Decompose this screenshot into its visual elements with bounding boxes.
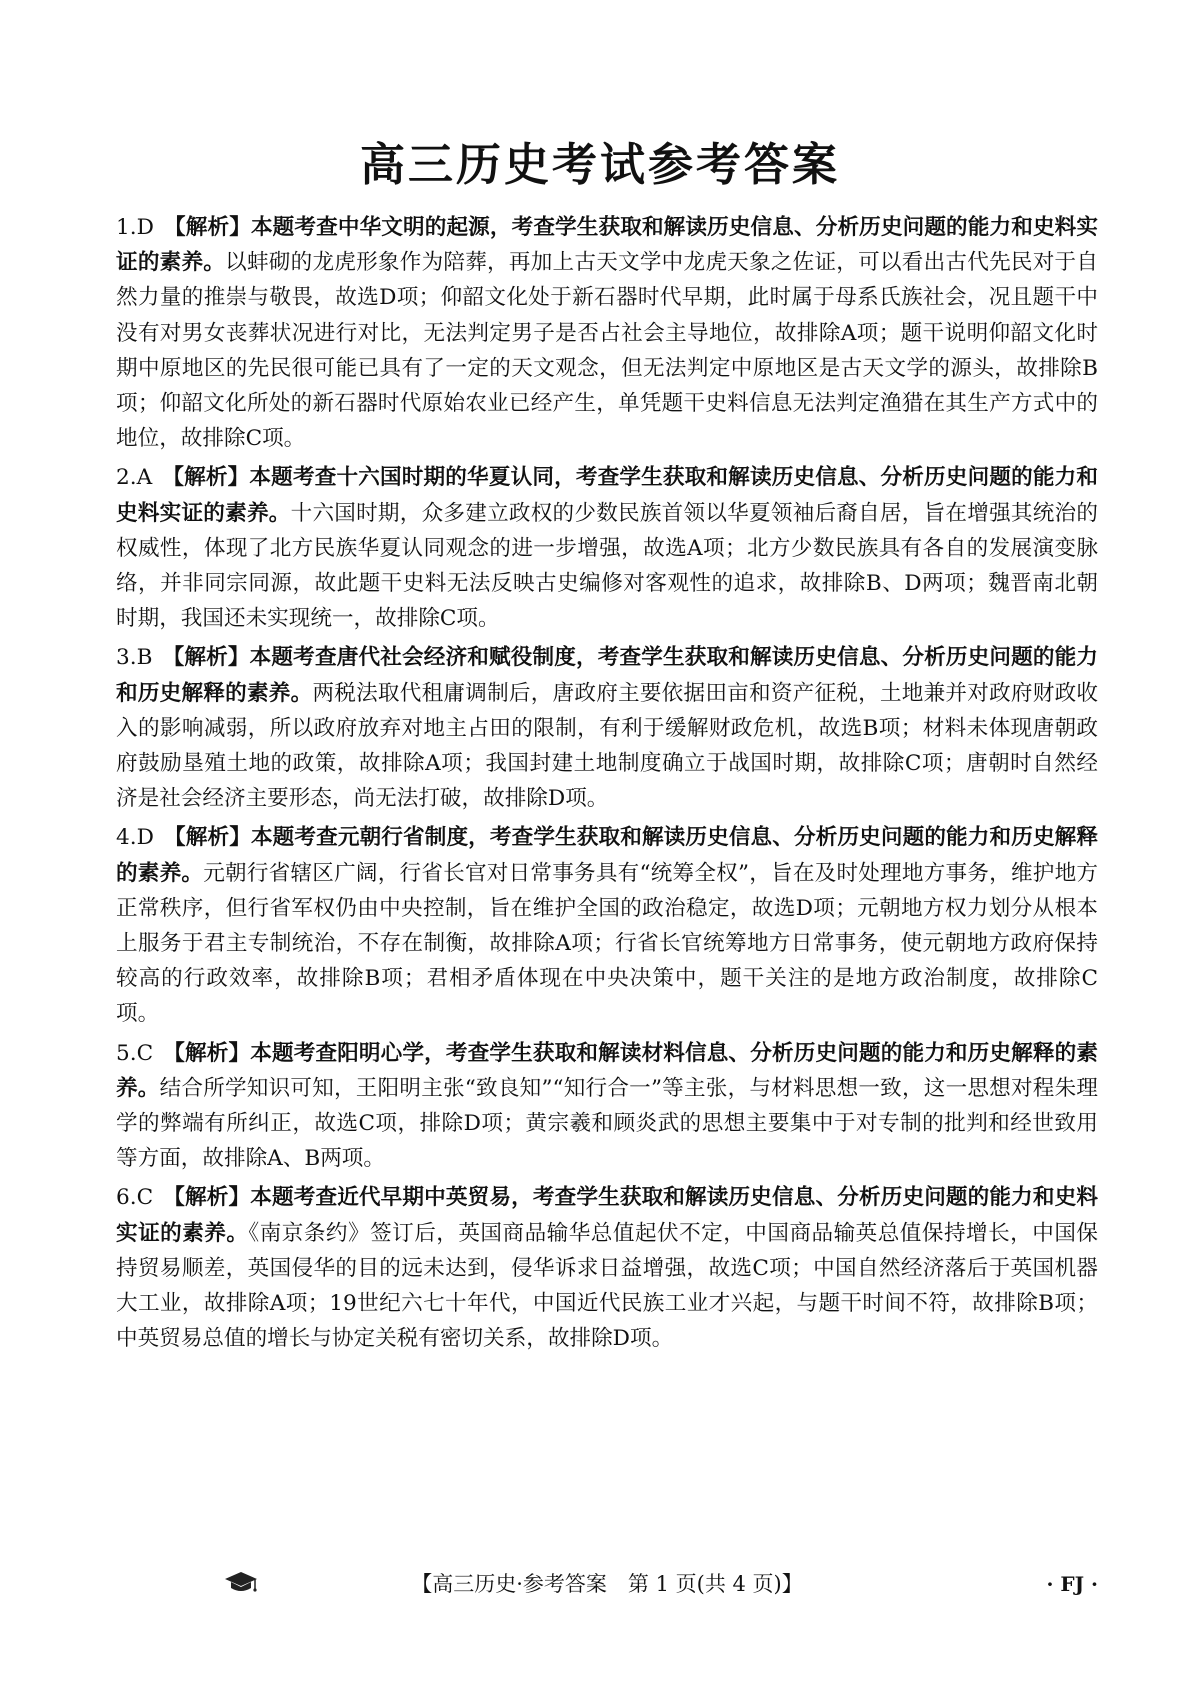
answer-item-2 [116,460,1098,636]
analysis-tag: 【解析】 [162,645,250,671]
analysis-tag: 【解析】 [163,1040,251,1066]
analysis-tag: 【解析】 [163,1185,251,1211]
answer-item-5 [116,1036,1098,1177]
analysis-tag: 【解析】 [163,215,251,240]
answer-item-1 [116,210,1098,456]
answer-body: 元朝行省辖区广阔，行省长官对日常事务具有“统筹全权”，旨在及时处理地方事务，维护地方正常秩序，但行省军权仍由中央控制，旨在维护全国的政治稳定，故选D项；元朝地方权力划分从根本上服务于君主专制统治，不存在制衡，故排除A项；行省长官统筹地方日常事务，使元朝地方政府保持较高的行政效率，故排除B项；君相矛盾体现在中央决策中，题干关注的是地方政治制度，故排除C项。 [116,860,1098,1027]
answer-body: 《南京条约》签订后，英国商品输华总值起伏不定，中国商品输英总值保持增长，中国保持贸易顺差，英国侵华的目的远未达到，侵华诉求日益增强，故选C项；中国自然经济落后于英国机器大工业，故排除A项；19世纪六七十年代，中国近代民族工业才兴起，与题干时间不符，故排除B项；中英贸易总值的增长与协定关税有密切关系，故排除D项。 [116,1220,1098,1352]
page-title: 高三历史考试参考答案 [359,138,840,191]
answer-body: 两税法取代租庸调制后，唐政府主要依据田亩和资产征税，土地兼并对政府财政收入的影响减弱，所以政府放弃对地主占田的限制，有利于缓解财政危机，故选B项；材料未体现唐朝政府鼓励垦殖土地的政策，故排除A项；我国封建土地制度确立于战国时期，故排除C项；唐朝时自然经济是社会经济主要形态，尚无法打破，故排除D项。 [116,680,1098,812]
analysis-tag: 【解析】 [162,465,250,491]
answer-body: 结合所学知识可知，王阳明主张“致良知”“知行合一”等主张，与材料思想一致，这一思想对程朱理学的弊端有所纠正，故选C项，排除D项；黄宗羲和顾炎武的思想主要集中于对专制的批判和经世致用等方面，故排除A、B两项。 [116,1075,1098,1172]
answer-item-3 [116,640,1098,816]
answer-lead: 本题考查十六国时期的华夏认同，考查学生获取和解读历史信息、分析历史问题的能力和史料实证的素养。 [116,465,1098,526]
answer-number: 2.A [116,465,153,491]
answer-lead: 本题考查近代早期中英贸易，考查学生获取和解读历史信息、分析历史问题的能力和史料实证的素养。 [116,1185,1098,1246]
answer-lead: 本题考查中华文明的起源，考查学生获取和解读历史信息、分析历史问题的能力和史料实证的素养。 [116,215,1098,276]
answer-item-4 [116,820,1098,1031]
analysis-tag: 【解析】 [163,825,251,851]
answer-item-6 [116,1180,1098,1356]
answer-list [116,210,1098,1361]
page-footer [116,1568,1098,1602]
answer-lead: 本题考查元朝行省制度，考查学生获取和解读历史信息、分析历史问题的能力和历史解释的素养。 [116,825,1098,886]
footer-page-info: 【高三历史·参考答案 第 1 页(共 4 页)】 [411,1572,803,1596]
answer-number: 6.C [116,1185,154,1211]
answer-lead: 本题考查唐代社会经济和赋役制度，考查学生获取和解读历史信息、分析历史问题的能力和历史解释的素养。 [116,645,1098,706]
answer-number: 5.C [116,1040,154,1066]
answer-number: 3.B [116,645,153,671]
answer-number: 4.D [116,825,154,851]
answer-lead: 本题考查阳明心学，考查学生获取和解读材料信息、分析历史问题的能力和历史解释的素养。 [116,1040,1098,1101]
answer-number: 1.D [116,215,154,240]
footer-region-code: · FJ · [1046,1572,1098,1596]
answer-body: 十六国时期，众多建立政权的少数民族首领以华夏领袖后裔自居，旨在增强其统治的权威性，体现了北方民族华夏认同观念的进一步增强，故选A项；北方少数民族具有各自的发展演变脉络，并非同宗同源，故此题干史料无法反映古史编修对客观性的追求，故排除B、D两项；魏晋南北朝时期，我国还未实现统一，故排除C项。 [116,500,1098,632]
answer-body: 以蚌砌的龙虎形象作为陪葬，再加上古天文学中龙虎天象之佐证，可以看出古代先民对于自然力量的推崇与敬畏，故选D项；仰韶文化处于新石器时代早期，此时属于母系氏族社会，况且题干中没有对男女丧葬状况进行对比，无法判定男子是否占社会主导地位，故排除A项；题干说明仰韶文化时期中原地区的先民很可能已具有了一定的天文观念，但无法判定中原地区是古天文学的源头，故排除B项；仰韶文化所处的新石器时代原始农业已经产生，单凭题干史料信息无法判定渔猎在其生产方式中的地位，故排除C项。 [116,250,1098,452]
